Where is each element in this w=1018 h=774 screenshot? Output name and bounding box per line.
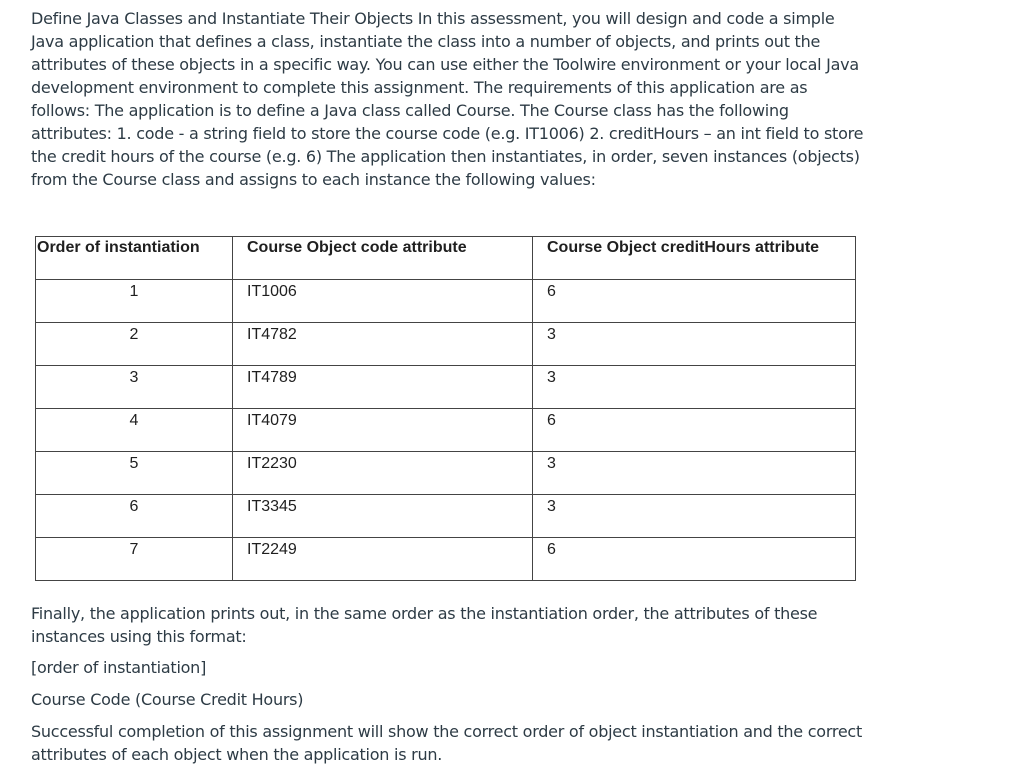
credit-hours-cell: 3 <box>533 366 856 409</box>
format-line-order: [order of instantiation] <box>31 658 207 677</box>
code-cell: IT4079 <box>233 409 533 452</box>
order-cell: 2 <box>36 323 233 366</box>
header-credit-hours: Course Object creditHours attribute <box>533 237 856 280</box>
table-header-row <box>36 237 856 280</box>
course-table-wrapper <box>35 236 871 581</box>
course-table <box>35 236 856 581</box>
completion-paragraph: Successful completion of this assignment will show the correct order of object instantiation and the correct attributes of each object when the application is run. <box>31 722 862 764</box>
header-order: Order of instantiation <box>36 237 233 280</box>
credit-hours-cell: 3 <box>533 495 856 538</box>
table-row <box>36 495 856 538</box>
output-description: Finally, the application prints out, in the same order as the instantiation order, the attributes of these instances using this format: <box>31 604 818 646</box>
order-cell: 4 <box>36 409 233 452</box>
order-cell: 5 <box>36 452 233 495</box>
format-line-course: Course Code (Course Credit Hours) <box>31 690 304 709</box>
credit-hours-cell: 3 <box>533 323 856 366</box>
code-cell: IT3345 <box>233 495 533 538</box>
order-cell: 3 <box>36 366 233 409</box>
code-cell: IT4782 <box>233 323 533 366</box>
code-cell: IT2249 <box>233 538 533 581</box>
code-cell: IT4789 <box>233 366 533 409</box>
assignment-content <box>31 7 871 774</box>
table-row <box>36 280 856 323</box>
code-cell: IT2230 <box>233 452 533 495</box>
intro-paragraph: Define Java Classes and Instantiate Their Objects In this assessment, you will design and code a simple Java application that defines a class, instantiate the class into a number of objects, and prints out the attributes of these objects in a specific way. You can use either the Toolwire environment or your local Java development environment to complete this assignment. The requirements of this application are as follows: The application is to define a Java class called Course. The Course class has the following attributes: 1. code - a string field to store the course code (e.g. IT1006) 2. creditHours – an int field to store the credit hours of the course (e.g. 6) The application then instantiates, in order, seven instances (objects) from the Course class and assigns to each instance the following values: <box>31 9 864 189</box>
credit-hours-cell: 6 <box>533 280 856 323</box>
table-row <box>36 452 856 495</box>
table-row <box>36 538 856 581</box>
table-row <box>36 323 856 366</box>
credit-hours-cell: 3 <box>533 452 856 495</box>
order-cell: 7 <box>36 538 233 581</box>
header-code: Course Object code attribute <box>233 237 533 280</box>
credit-hours-cell: 6 <box>533 409 856 452</box>
credit-hours-cell: 6 <box>533 538 856 581</box>
table-row <box>36 366 856 409</box>
code-cell: IT1006 <box>233 280 533 323</box>
order-cell: 1 <box>36 280 233 323</box>
outro-section <box>31 602 871 766</box>
order-cell: 6 <box>36 495 233 538</box>
table-row <box>36 409 856 452</box>
